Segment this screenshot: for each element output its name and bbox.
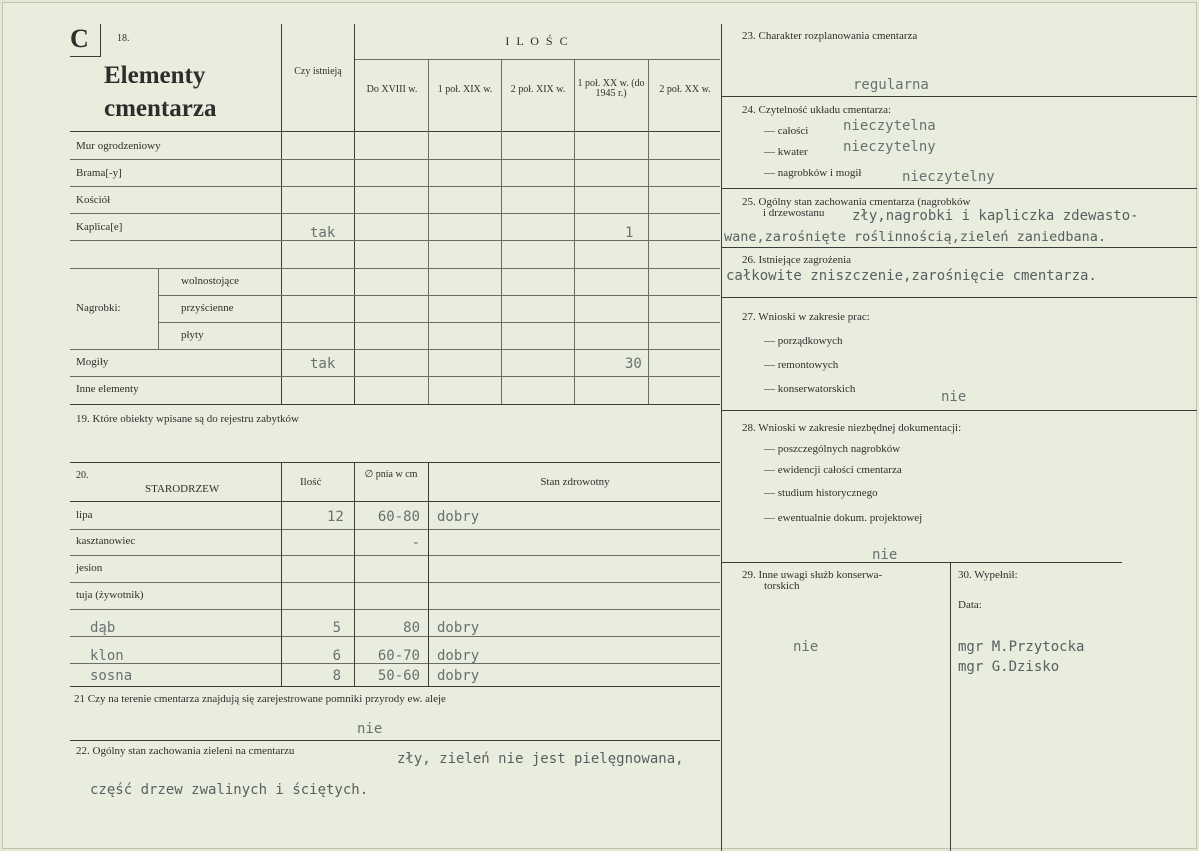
q27-conservation: — konserwatorskich [764, 383, 856, 395]
graves-count-value: 30 [625, 356, 642, 372]
author-1: mgr M.Przytocka [958, 639, 1085, 655]
col-xx-2: 2 poł. XX w. [659, 84, 711, 95]
page-subtitle: cmentarza [104, 95, 217, 122]
q28-project: — ewentualnie dokum. projektowej [764, 512, 923, 524]
answer-26: całkowite zniszczenie,zarośnięcie cmentarza. [726, 268, 1097, 284]
row-graves: Mogiły [76, 356, 109, 368]
date-label: Data: [958, 599, 982, 611]
q24-quarters-value: nieczytelny [843, 139, 936, 155]
header-quantity: I L O Ś C [505, 34, 570, 48]
row-tombstones: Nagrobki: [76, 302, 121, 314]
row-freestanding: wolnostojące [181, 275, 240, 287]
rule [722, 297, 1197, 298]
q27-order: — porządkowych [764, 335, 843, 347]
tree-name: kasztanowiec [76, 535, 136, 547]
rule [70, 159, 720, 160]
tree-trunk: 80 [403, 620, 420, 636]
q24-quarters-label: — kwater [764, 146, 808, 158]
rule [158, 269, 159, 349]
rule [100, 24, 101, 57]
col-health: Stan zdrowotny [540, 476, 610, 488]
section-number: 18. [117, 33, 130, 44]
tree-count: 5 [332, 620, 341, 636]
tree-name: lipa [76, 509, 93, 521]
rule [355, 59, 720, 60]
answer-23: regularna [853, 77, 929, 93]
tree-health: dobry [437, 668, 480, 684]
row-chapel: Kaplica[e] [76, 221, 123, 233]
rule [70, 404, 720, 405]
q27-repair: — remontowych [764, 359, 839, 371]
rule [722, 96, 1197, 97]
answer-28: nie [872, 547, 898, 563]
rule [70, 268, 720, 269]
question-29-cont: torskich [764, 580, 800, 592]
rule [428, 60, 429, 404]
col-xviii: Do XVIII w. [366, 84, 418, 95]
author-2: mgr G.Dzisko [958, 659, 1060, 675]
tree-name: klon [90, 648, 124, 664]
rule [70, 740, 720, 741]
rule [70, 240, 720, 241]
page-title: Elementy [104, 62, 206, 89]
q24-tombs-label: — nagrobków i mogił [764, 167, 862, 179]
tree-count: 12 [327, 509, 344, 525]
header-exists: Czy istnieją [294, 66, 342, 77]
question-21: 21 Czy na terenie cmentarza znajdują się zarejestrowane pomniki przyrody ew. aleje [74, 693, 446, 705]
old-trees-title: STARODRZEW [145, 483, 220, 495]
question-27: 27. Wnioski w zakresie prac: [742, 311, 870, 323]
rule [70, 349, 720, 350]
rule [501, 60, 502, 404]
question-25-cont: i drzewostanu [763, 207, 825, 219]
tree-name: tuja (żywotnik) [76, 589, 144, 601]
tree-health: dobry [437, 620, 480, 636]
rule [158, 322, 720, 323]
question-22: 22. Ogólny stan zachowania zieleni na cmentarzu [76, 745, 295, 757]
section-20-number: 20. [76, 470, 89, 481]
rule [574, 60, 575, 404]
rule [70, 609, 720, 610]
rule [354, 463, 355, 686]
tree-trunk: 50-60 [377, 668, 420, 684]
col-trunk: ∅ pnia w cm [364, 469, 418, 480]
rule [70, 186, 720, 187]
rule [722, 188, 1197, 189]
answer-25-line2: wane,zarośnięte roślinnością,zieleń zaniedbana. [724, 229, 1107, 245]
rule [722, 562, 1122, 563]
tree-trunk: 60-80 [377, 509, 420, 525]
tree-name: jesion [76, 562, 103, 574]
row-wall: Mur ogrodzeniowy [76, 140, 161, 152]
col-xix-1: 1 poł. XIX w. [437, 84, 493, 95]
answer-27: nie [941, 389, 967, 405]
q28-tombs: — poszczególnych nagrobków [764, 443, 901, 455]
question-25: 25. Ogólny stan zachowania cmentarza (nagrobków [742, 196, 971, 208]
question-24: 24. Czytelność układu cmentarza: [742, 104, 892, 116]
col-xix-2: 2 poł. XIX w. [510, 84, 566, 95]
answer-21: nie [357, 721, 383, 737]
tree-health: dobry [437, 648, 480, 664]
rule [70, 376, 720, 377]
rule [428, 463, 429, 686]
question-29: 29. Inne uwagi służb konserwa- [742, 569, 883, 581]
q28-history: — studium historycznego [764, 487, 878, 499]
rule [70, 56, 101, 57]
rule [722, 410, 1197, 411]
rule [722, 247, 1197, 248]
rule [158, 295, 720, 296]
tree-name: sosna [90, 668, 133, 684]
rule [70, 636, 720, 637]
chapel-exists-value: tak [310, 225, 336, 241]
rule [281, 463, 282, 686]
question-19: 19. Które obiekty wpisane są do rejestru zabytków [76, 413, 299, 425]
row-gate: Brama[-y] [76, 167, 122, 179]
row-church: Kościół [76, 194, 111, 206]
answer-29: nie [793, 639, 819, 655]
row-slabs: płyty [181, 329, 204, 341]
rule [70, 555, 720, 556]
q28-records: — ewidencji całości cmentarza [764, 464, 902, 476]
tree-trunk: 60-70 [377, 648, 420, 664]
rule [70, 501, 720, 502]
q24-tombs-value: nieczytelny [902, 169, 995, 185]
chapel-count-value: 1 [625, 225, 634, 241]
question-26: 26. Istniejące zagrożenia [742, 254, 852, 266]
rule [721, 24, 722, 851]
q24-whole-label: — całości [764, 125, 809, 137]
rule [950, 563, 951, 851]
rule [70, 213, 720, 214]
question-28: 28. Wnioski w zakresie niezbędnej dokumentacji: [742, 422, 962, 434]
tree-trunk: - [411, 535, 420, 551]
col-xx-1: 1 poł. XX w. (do 1945 r.) [577, 78, 645, 99]
answer-22-line2: część drzew zwalinych i ściętych. [90, 782, 369, 798]
question-30: 30. Wypełnił: [958, 569, 1018, 581]
record-card [2, 2, 1197, 849]
rule [70, 131, 720, 132]
rule [70, 462, 720, 463]
answer-22-line1: zły, zieleń nie jest pielęgnowana, [397, 751, 684, 767]
tree-name: dąb [90, 620, 116, 636]
rule [70, 529, 720, 530]
question-23: 23. Charakter rozplanowania cmentarza [742, 30, 918, 42]
answer-25-line1: zły,nagrobki i kapliczka zdewasto- [852, 208, 1139, 224]
row-other: Inne elementy [76, 383, 139, 395]
rule [70, 582, 720, 583]
q24-whole-value: nieczytelna [843, 118, 936, 134]
row-wall-mounted: przyścienne [181, 302, 234, 314]
tree-count: 6 [332, 648, 341, 664]
rule [70, 686, 720, 687]
category-letter: C [70, 24, 89, 53]
graves-exists-value: tak [310, 356, 336, 372]
tree-health: dobry [437, 509, 480, 525]
col-count: Ilość [300, 476, 322, 488]
tree-count: 8 [332, 668, 341, 684]
rule [648, 60, 649, 404]
